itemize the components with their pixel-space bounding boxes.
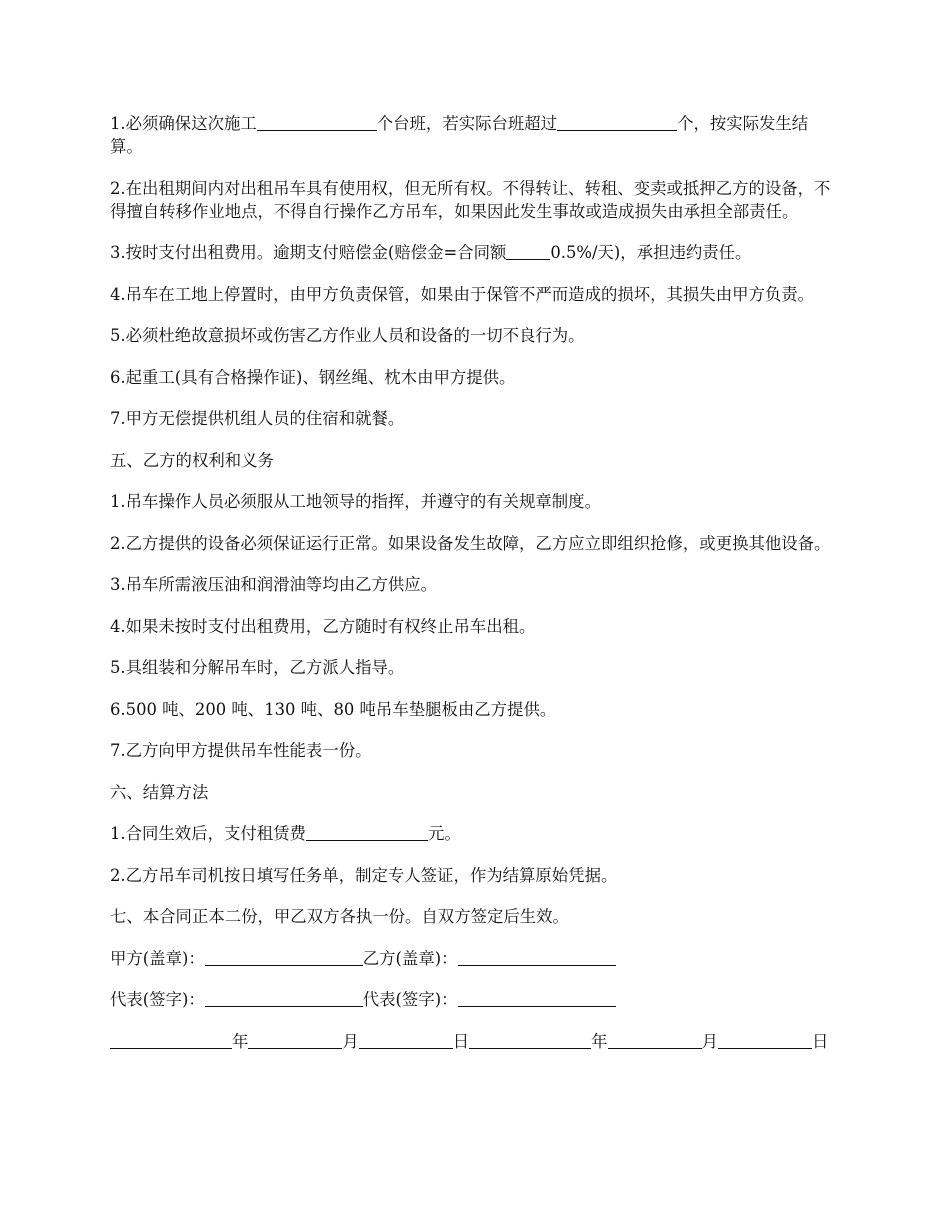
clause-a3-pre: 3.按时支付出租费用。逾期支付赔偿金(赔偿金=合同额 [110,243,507,262]
rep-a-sign-blank[interactable] [205,990,363,1007]
section5-heading: 五、乙方的权利和义务 [110,450,274,470]
clause-c2: 2.乙方吊车司机按日填写任务单，制定专人签证，作为结算原始凭据。 [110,865,618,885]
penalty-rate-blank[interactable] [506,243,550,260]
party-a-day-blank[interactable] [359,1032,453,1049]
clause-a1-mid: 个台班，若实际台班超过 [376,114,558,133]
month-label-b: 月 [701,1031,718,1051]
section6-heading: 六、结算方法 [110,782,209,802]
date-row [110,1030,840,1053]
rent-fee-blank[interactable] [306,824,428,841]
day-label-a: 日 [452,1031,470,1051]
shift-count-blank[interactable] [257,114,377,131]
sign-row [110,988,840,1011]
clause-a5: 5.必须杜绝故意损坏或伤害乙方作业人员和设备的一切不良行为。 [110,326,585,345]
clause-b4: 4.如果未按时支付出租费用，乙方随时有权终止吊车出租。 [110,616,536,636]
clause-a3 [110,241,840,264]
clause-c1-post: 元。 [427,824,461,843]
clause-b5: 5.具组装和分解吊车时，乙方派人指导。 [110,658,405,677]
clause-c1-pre: 1.合同生效后，支付租赁费 [110,824,306,843]
clause-a3-post: 0.5%/天)，承担违约责任。 [550,243,752,262]
party-b-month-blank[interactable] [608,1032,702,1049]
clause-b1: 1.吊车操作人员必须服从工地领导的指挥，并遵守的有关规章制度。 [110,492,601,511]
clause-b2: 2.乙方提供的设备必须保证运行正常。如果设备发生故障，乙方应立即组织抢修，或更换其他设备。 [110,533,831,553]
party-b-seal-blank[interactable] [458,949,616,966]
rep-b-sign-blank[interactable] [458,990,616,1007]
clause-a1 [110,112,840,158]
year-label-b: 年 [591,1031,608,1051]
clause-a1-pre: 1.必须确保这次施工 [110,114,257,133]
party-a-seal-blank[interactable] [205,949,363,966]
month-label-a: 月 [342,1031,359,1051]
party-a-seal-label: 甲方(盖章)： [110,948,205,968]
seal-row [110,947,840,970]
section7-text: 七、本合同正本二份，甲乙双方各执一份。自双方签定后生效。 [110,907,569,926]
party-a-year-blank[interactable] [110,1032,232,1049]
party-b-seal-label: 乙方(盖章)： [362,948,458,968]
clause-a1-post: 个，按实际发生结算。 [110,114,809,156]
party-b-year-blank[interactable] [469,1032,591,1049]
party-b-day-blank[interactable] [718,1032,812,1049]
rep-b-sign-label: 代表(签字)： [362,990,458,1009]
clause-a4: 4.吊车在工地上停置时，由甲方负责保管，如果由于保管不严而造成的损坏，其损失由甲方负责。 [110,284,815,304]
clause-a7: 7.甲方无偿提供机组人员的住宿和就餐。 [110,409,405,428]
clause-c1 [110,822,840,845]
rep-a-sign-label: 代表(签字)： [110,990,205,1009]
clause-b3: 3.吊车所需液压油和润滑油等均由乙方供应。 [110,575,438,594]
shift-exceed-blank[interactable] [557,114,677,131]
day-label-b: 日 [811,1031,829,1051]
clause-b7: 7.乙方向甲方提供吊车性能表一份。 [110,741,372,760]
clause-b6: 6.500 吨、200 吨、130 吨、80 吨吊车垫腿板由乙方提供。 [110,699,557,719]
year-label-a: 年 [232,1031,249,1051]
clause-a2: 2.在出租期间内对出租吊车具有使用权，但无所有权。不得转让、转租、变卖或抵押乙方的设备，不得擅自转移作业地点，不得自行操作乙方吊车，如果因此发生事故或造成损失由承担全部责任。 [110,178,831,221]
party-a-month-blank[interactable] [248,1032,342,1049]
contract-page [110,112,840,1071]
clause-a6: 6.起重工(具有合格操作证)、钢丝绳、枕木由甲方提供。 [110,367,516,387]
